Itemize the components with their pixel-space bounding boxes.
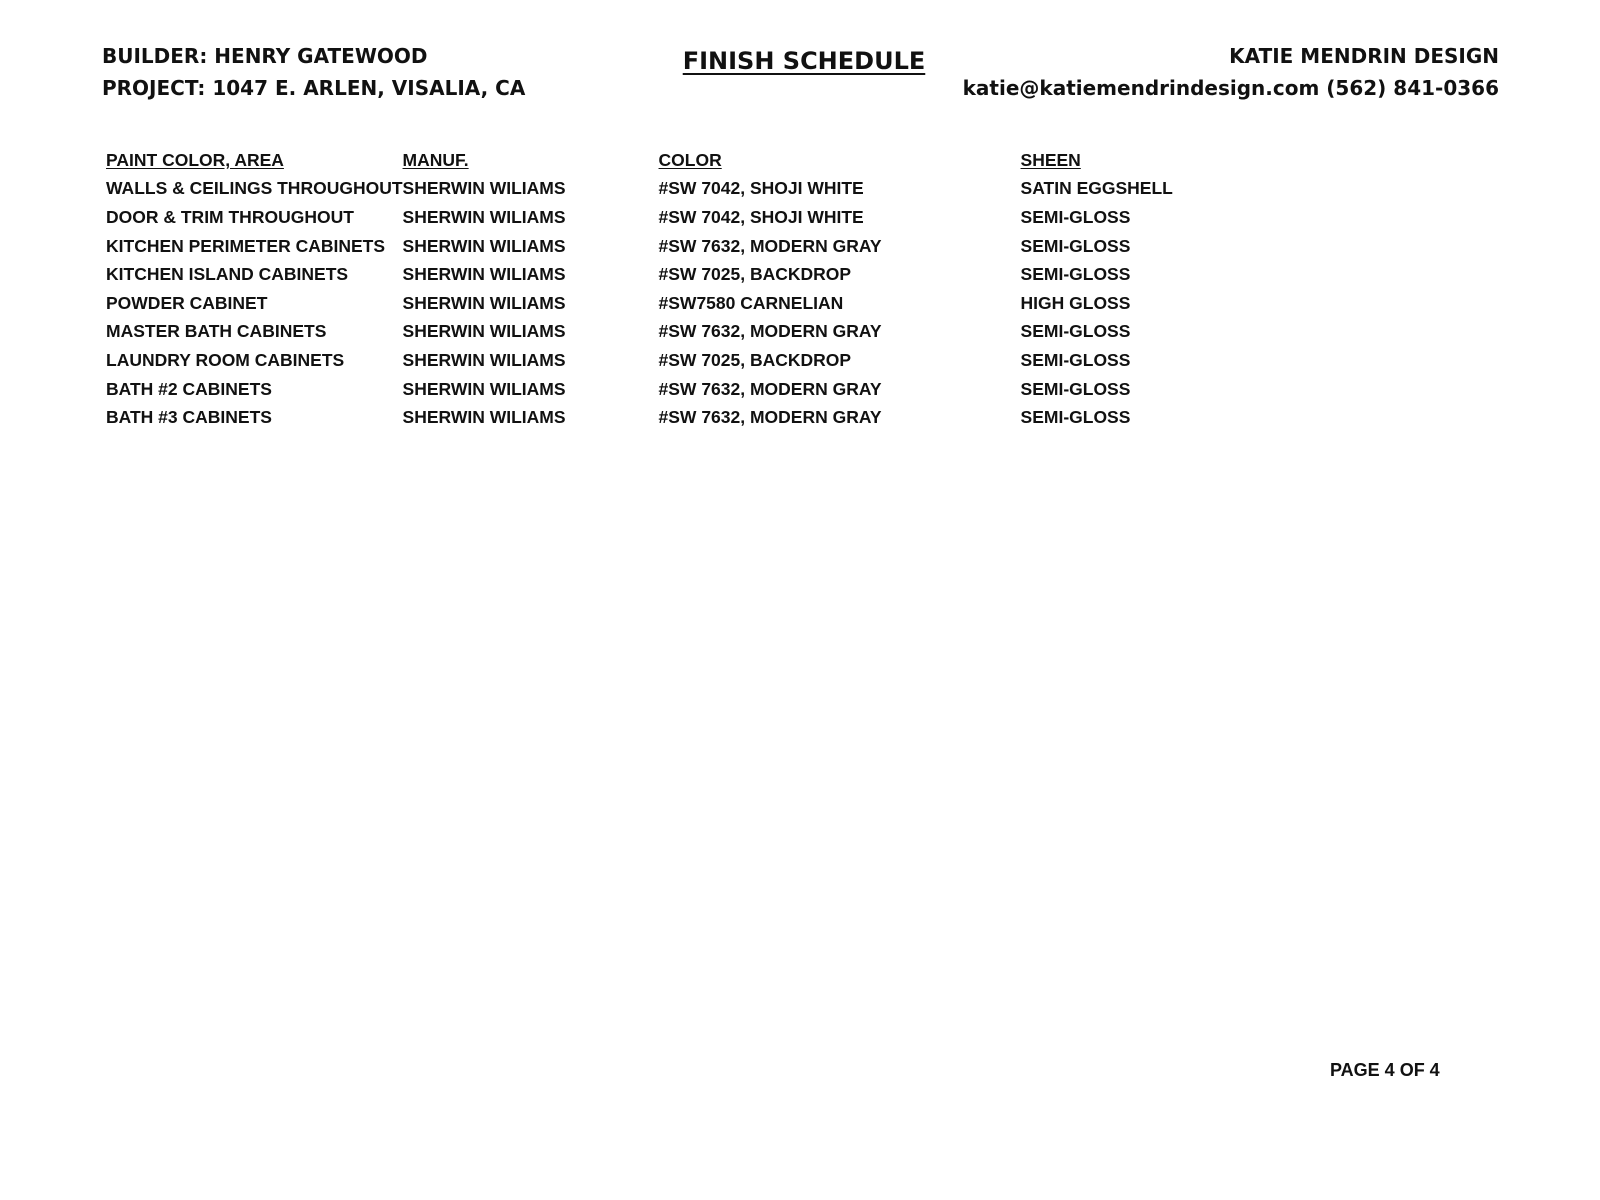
cell-sheen: SEMI-GLOSS: [1020, 264, 1131, 285]
cell-area: POWDER CABINET: [106, 292, 268, 313]
finish-schedule-table: [106, 146, 1221, 432]
project-address: PROJECT: 1047 E. ARLEN, VISALIA, CA: [102, 76, 526, 100]
cell-color: #SW7580 CARNELIAN: [658, 292, 844, 313]
column-header-area: PAINT COLOR, AREA: [106, 149, 284, 170]
table-row: [106, 403, 1221, 432]
cell-manufacturer: SHERWIN WILIAMS: [402, 321, 566, 342]
cell-color: #SW 7025, BACKDROP: [658, 349, 852, 370]
cell-manufacturer: SHERWIN WILIAMS: [402, 378, 566, 399]
table-row: [106, 346, 1221, 375]
cell-color: #SW 7042, SHOJI WHITE: [658, 206, 864, 227]
cell-manufacturer: SHERWIN WILIAMS: [402, 264, 566, 285]
page-number: PAGE 4 OF 4: [1330, 1060, 1440, 1080]
table-row: [106, 232, 1221, 261]
cell-area: BATH #2 CABINETS: [106, 378, 272, 399]
cell-sheen: HIGH GLOSS: [1020, 292, 1131, 313]
table-body: [106, 175, 1221, 432]
cell-area: BATH #3 CABINETS: [106, 407, 272, 428]
cell-color: #SW 7632, MODERN GRAY: [658, 407, 882, 428]
column-header-sheen: SHEEN: [1020, 149, 1081, 170]
project-info: [102, 44, 525, 108]
cell-sheen: SEMI-GLOSS: [1020, 349, 1131, 370]
cell-manufacturer: SHERWIN WILIAMS: [402, 407, 566, 428]
table-row: [106, 375, 1221, 404]
cell-sheen: SEMI-GLOSS: [1020, 321, 1131, 342]
cell-color: #SW 7632, MODERN GRAY: [658, 235, 882, 256]
table-header-row: [106, 146, 1221, 175]
cell-color: #SW 7025, BACKDROP: [658, 264, 852, 285]
document-title-block: [676, 46, 932, 76]
table-row: [106, 260, 1221, 289]
cell-sheen: SATIN EGGSHELL: [1020, 178, 1173, 199]
cell-sheen: SEMI-GLOSS: [1020, 206, 1131, 227]
document-title: FINISH SCHEDULE: [682, 47, 926, 75]
column-header-manufacturer: MANUF.: [402, 149, 469, 170]
cell-area: MASTER BATH CABINETS: [106, 321, 327, 342]
column-header-color: COLOR: [658, 149, 722, 170]
builder-name: BUILDER: HENRY GATEWOOD: [102, 44, 428, 68]
cell-manufacturer: SHERWIN WILIAMS: [402, 178, 566, 199]
cell-manufacturer: SHERWIN WILIAMS: [402, 206, 566, 227]
company-info: [963, 44, 1499, 108]
cell-color: #SW 7632, MODERN GRAY: [658, 321, 882, 342]
cell-area: LAUNDRY ROOM CABINETS: [106, 349, 345, 370]
cell-area: WALLS & CEILINGS THROUGHOUT: [106, 178, 403, 199]
cell-manufacturer: SHERWIN WILIAMS: [402, 292, 566, 313]
cell-color: #SW 7632, MODERN GRAY: [658, 378, 882, 399]
cell-sheen: SEMI-GLOSS: [1020, 407, 1131, 428]
cell-manufacturer: SHERWIN WILIAMS: [402, 235, 566, 256]
table-row: [106, 175, 1221, 204]
cell-area: DOOR & TRIM THROUGHOUT: [106, 206, 354, 227]
table-row: [106, 289, 1221, 318]
company-name: KATIE MENDRIN DESIGN: [1229, 44, 1499, 68]
cell-sheen: SEMI-GLOSS: [1020, 235, 1131, 256]
table-row: [106, 318, 1221, 347]
cell-color: #SW 7042, SHOJI WHITE: [658, 178, 864, 199]
table-row: [106, 203, 1221, 232]
cell-sheen: SEMI-GLOSS: [1020, 378, 1131, 399]
company-contact: katie@katiemendrindesign.com (562) 841-0366: [962, 76, 1499, 100]
cell-area: KITCHEN ISLAND CABINETS: [106, 264, 349, 285]
cell-manufacturer: SHERWIN WILIAMS: [402, 349, 566, 370]
cell-area: KITCHEN PERIMETER CABINETS: [106, 235, 386, 256]
